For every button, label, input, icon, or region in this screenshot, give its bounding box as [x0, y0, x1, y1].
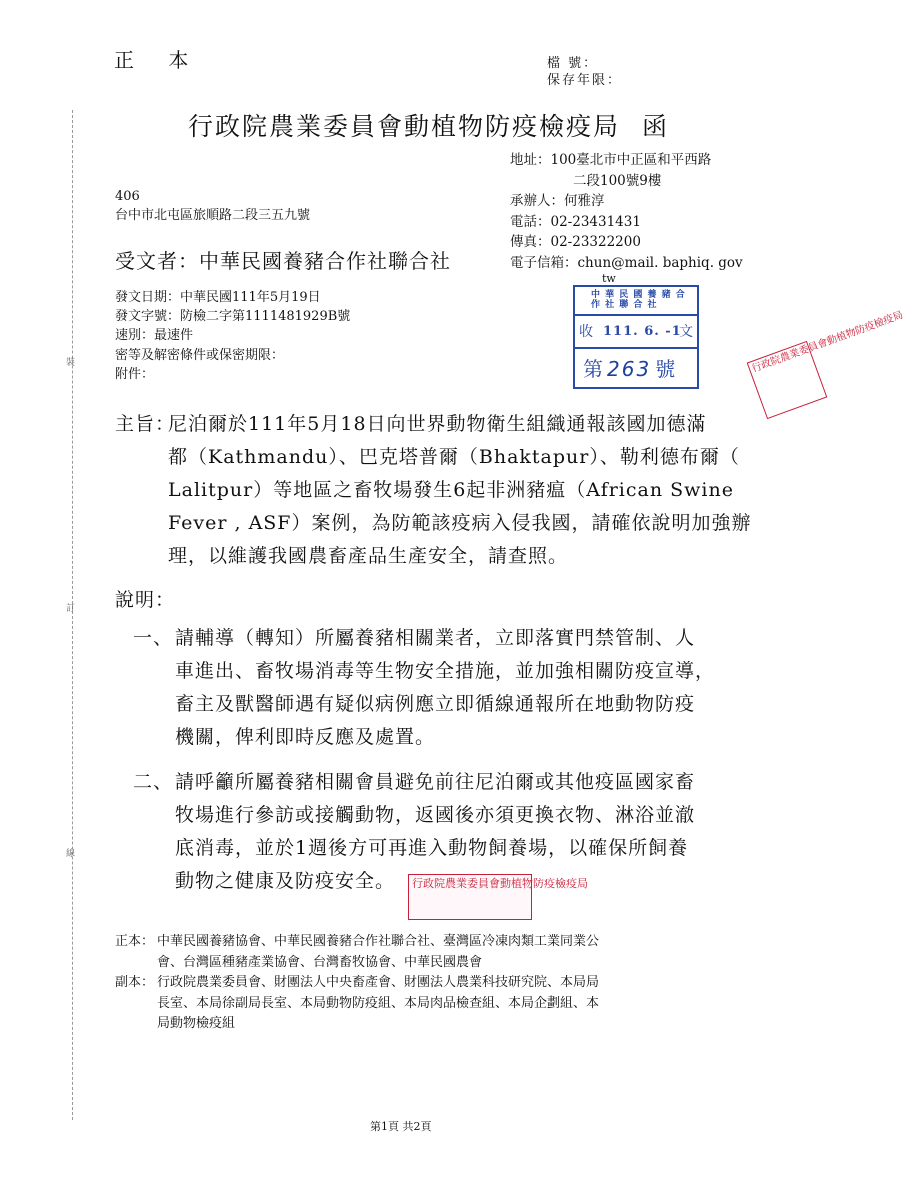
stamp-received-char: 收	[579, 324, 593, 340]
attachment-label: 附件：	[115, 366, 155, 382]
item-number: 二、	[133, 771, 174, 793]
subject-text	[168, 408, 774, 573]
sender-contact-block	[510, 150, 743, 285]
item-line: 請呼籲所屬養豬相關會員避免前往尼泊爾或其他疫區國家畜	[175, 771, 696, 793]
issue-date: 發文日期：中華民國111年5月19日	[115, 290, 321, 305]
document-meta	[115, 288, 350, 384]
delivery-speed: 速別：最速件	[115, 328, 194, 344]
recipient-address-block	[115, 187, 310, 225]
copy-recipients-label: 副本：	[115, 975, 155, 990]
distribution-list	[115, 932, 599, 1035]
copy-recipients-line: 行政院農業委員會、財團法人中央畜產會、財團法人農業科技研究院、本局局	[157, 975, 600, 990]
phone-number: 電話：02-23431431	[510, 213, 641, 230]
subject-line: Lalitpur）等地區之畜牧場發生6起非洲豬瘟（African Swine	[168, 479, 734, 501]
agency-name: 行政院農業委員會動植物防疫檢疫局	[188, 112, 621, 141]
recipient-name: 受文者：中華民國養豬合作社聯合社	[115, 249, 451, 273]
retention-period-label: 保存年限：	[547, 73, 623, 88]
item-line: 底消毒，並於1週後方可再進入動物飼養場，以確保所飼養	[175, 837, 689, 859]
original-copy-mark: 正 本	[114, 48, 203, 72]
binding-mark-line: 線	[66, 849, 76, 859]
postal-code: 406	[115, 189, 140, 204]
archive-info	[547, 55, 622, 89]
email-address: 電子信箱：chun@mail. baphiq. gov	[510, 254, 743, 271]
sender-address-cont: 二段100號9樓	[573, 172, 662, 189]
sender-address: 地址：100臺北市中正區和平西路	[510, 152, 712, 168]
explanation-label: 說明：	[115, 589, 176, 611]
received-stamp	[573, 285, 699, 389]
stamp-doc-char: 文	[679, 324, 693, 340]
copy-recipients-line: 局動物檢疫組	[157, 1016, 236, 1031]
recipient-address: 台中市北屯區旅順路二段三五九號	[115, 208, 311, 223]
stamp-received-number: 第 263 號	[583, 357, 676, 381]
subject-label: 主旨：	[115, 413, 176, 435]
stamp-org-name: 中 華 民 國 養 豬 合 作 社 聯 合 社	[591, 290, 686, 310]
item-line: 畜主及獸醫師遇有疑似病例應立即循線通報所在地動物防疫	[175, 693, 696, 715]
fax-number: 傳真：02-23322200	[510, 234, 641, 250]
subject-line: 尼泊爾於111年5月18日向世界動物衛生組織通報該國加德滿	[168, 413, 707, 435]
item-line: 機關，俾利即時反應及處置。	[175, 726, 436, 748]
document-title	[188, 107, 669, 143]
handler-name: 承辦人：何雅淳	[510, 193, 605, 209]
main-recipients-label: 正本：	[115, 934, 155, 949]
item-line: 車進出、畜牧場消毒等生物安全措施，並加強相關防疫宣導，	[175, 660, 716, 682]
secrecy-level: 密等及解密條件或保密期限：	[115, 347, 285, 363]
subject-line: 理，以維護我國農畜產品生產安全，請查照。	[168, 545, 569, 567]
binding-line	[72, 110, 73, 1120]
page-number: 第1頁 共2頁	[370, 1120, 432, 1133]
item-number: 一、	[133, 627, 174, 649]
stamp-date: 111. 6. -1	[603, 324, 682, 339]
document-type: 函	[642, 112, 670, 141]
main-recipients-line: 中華民國養豬協會、中華民國養豬合作社聯合社、臺灣區冷凍肉類工業同業公	[157, 934, 600, 949]
binding-mark-staple: 訂	[66, 604, 76, 614]
item-line: 牧場進行參訪或接觸動物，返國後亦須更換衣物、淋浴並澈	[175, 804, 696, 826]
side-red-seal: 行政院農業委員會動植物防疫檢疫局	[747, 341, 828, 419]
item-line: 請輔導（轉知）所屬養豬相關業者，立即落實門禁管制、人	[175, 627, 696, 649]
subject-line: 都（Kathmandu）、巴克塔普爾（Bhaktapur）、勒利德布爾（	[168, 446, 740, 468]
copy-recipients-line: 長室、本局徐副局長室、本局動物防疫組、本局肉品檢查組、本局企劃組、本	[157, 995, 600, 1011]
file-number-label: 檔 號：	[547, 56, 599, 71]
item-line: 動物之健康及防疫安全。	[175, 870, 396, 892]
email-address-cont: tw	[602, 272, 616, 285]
binding-mark-bind: 裝	[66, 358, 76, 368]
reference-number: 發文字號：防檢二字第1111481929B號	[115, 309, 351, 325]
main-recipients-line: 會、台灣區種豬產業協會、台灣畜牧協會、中華民國農會	[157, 954, 483, 970]
agency-red-seal: 行政院農業委員會動植物防疫檢疫局	[408, 874, 532, 920]
subject-line: Fever , ASF）案例，為防範該疫病入侵我國，請確依說明加強辦	[168, 512, 752, 534]
